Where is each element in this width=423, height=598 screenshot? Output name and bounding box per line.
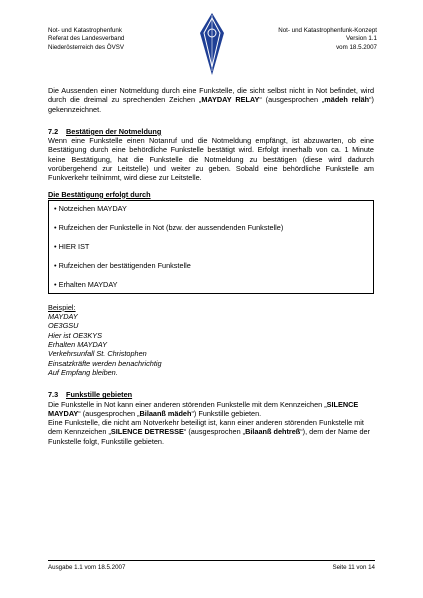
footer-divider (48, 560, 375, 561)
page-content (48, 86, 374, 446)
section-number: 7.3 (48, 390, 59, 400)
section-7-2-heading (48, 127, 374, 136)
example-line: OE3GSU (48, 321, 79, 331)
example-line: Einsatzkräfte werden benachrichtig (48, 358, 162, 368)
section-7-3-paragraph-2: Eine Funkstelle, die nicht am Notverkehr beteiligt ist, kann einer anderen störenden Funkstelle mit dem Kennzeichen „SILENCE DETRESSE“ (ausgesprochen „Bilaanß dehtreß“), dem der Name der Funkstelle folgt, Funkstille gebieten. (48, 418, 370, 446)
header-org-line: Niederösterreich des ÖVSV (48, 43, 125, 51)
section-number: 7.2 (48, 126, 59, 136)
confirmation-list (48, 200, 374, 294)
example-line: MAYDAY (48, 312, 78, 322)
header-doc-line: vom 18.5.2007 (336, 43, 377, 51)
footer-edition: Ausgabe 1.1 vom 18.5.2007 (48, 564, 126, 571)
header-org-line: Referat des Landesverband (48, 35, 125, 43)
example-block (48, 312, 374, 377)
section-7-3-paragraph-1: Die Funkstelle in Not kann einer anderen störenden Funkstelle mit dem Kennzeichen „SILENCE MAYDAY“ (ausgesprochen „Bilaanß mädeh“) Funkstille gebieten. (48, 399, 359, 418)
section-title: Bestätigen der Notmeldung (66, 126, 162, 136)
intro-paragraph: Die Aussenden einer Notmeldung durch eine Funkstelle, die sicht selbst nicht in Not befindet, wird durch die dreimal zu sprechenden Zeichen „MAYDAY RELAY“ (ausgesprochen „mädeh reläh“) gekennzeichnet. (48, 86, 374, 114)
header-right (278, 27, 377, 52)
section-7-3-heading (48, 390, 374, 399)
example-line: Hier ist OE3KYS (48, 330, 102, 340)
ovsv-logo-icon (198, 11, 226, 77)
list-item: • Notzeichen MAYDAY (54, 203, 127, 213)
header-doc-line: Not- und Katastrophenfunk-Konzept (278, 27, 377, 34)
list-item: • HIER IST (54, 241, 90, 251)
section-7-2-body: Wenn eine Funkstelle einen Notanruf und die Notmeldung empfängt, ist abzuwarten, ob eine Bestätigung durch eine behördliche Funkstelle bestätigt wird. Erfolgt innerhalb von ca. 1 Minute keine Bestätigung, hat die Funkstelle die Notmeldung zu bestätigen (diese wird dadurch vorübergehend zur Leitstelle) und weiter zu geben. Sobald eine behördliche Funkstelle am Funkverkehr teilnimmt, wird diese zur Leitstelle. (48, 136, 374, 183)
list-item: • Rufzeichen der Funkstelle in Not (bzw. der aussendenden Funkstelle) (54, 222, 284, 232)
section-title: Funkstille gebieten (66, 390, 133, 400)
confirmation-title: Die Bestätigung erfolgt durch (48, 189, 151, 199)
footer-page-number: Seite 11 von 14 (332, 564, 375, 571)
example-line: Auf Empfang bleiben. (48, 367, 118, 377)
example-label: Beispiel: (48, 302, 76, 312)
header-left (48, 27, 124, 52)
example-line: Verkehrsunfall St. Christophen (48, 349, 147, 359)
list-item: • Erhalten MAYDAY (54, 279, 118, 289)
header-doc-line: Version 1.1 (346, 35, 377, 43)
header-org-line: Not- und Katastrophenfunk (48, 27, 122, 34)
example-line: Erhalten MAYDAY (48, 340, 107, 350)
list-item: • Rufzeichen der bestätigenden Funkstelle (54, 260, 191, 270)
